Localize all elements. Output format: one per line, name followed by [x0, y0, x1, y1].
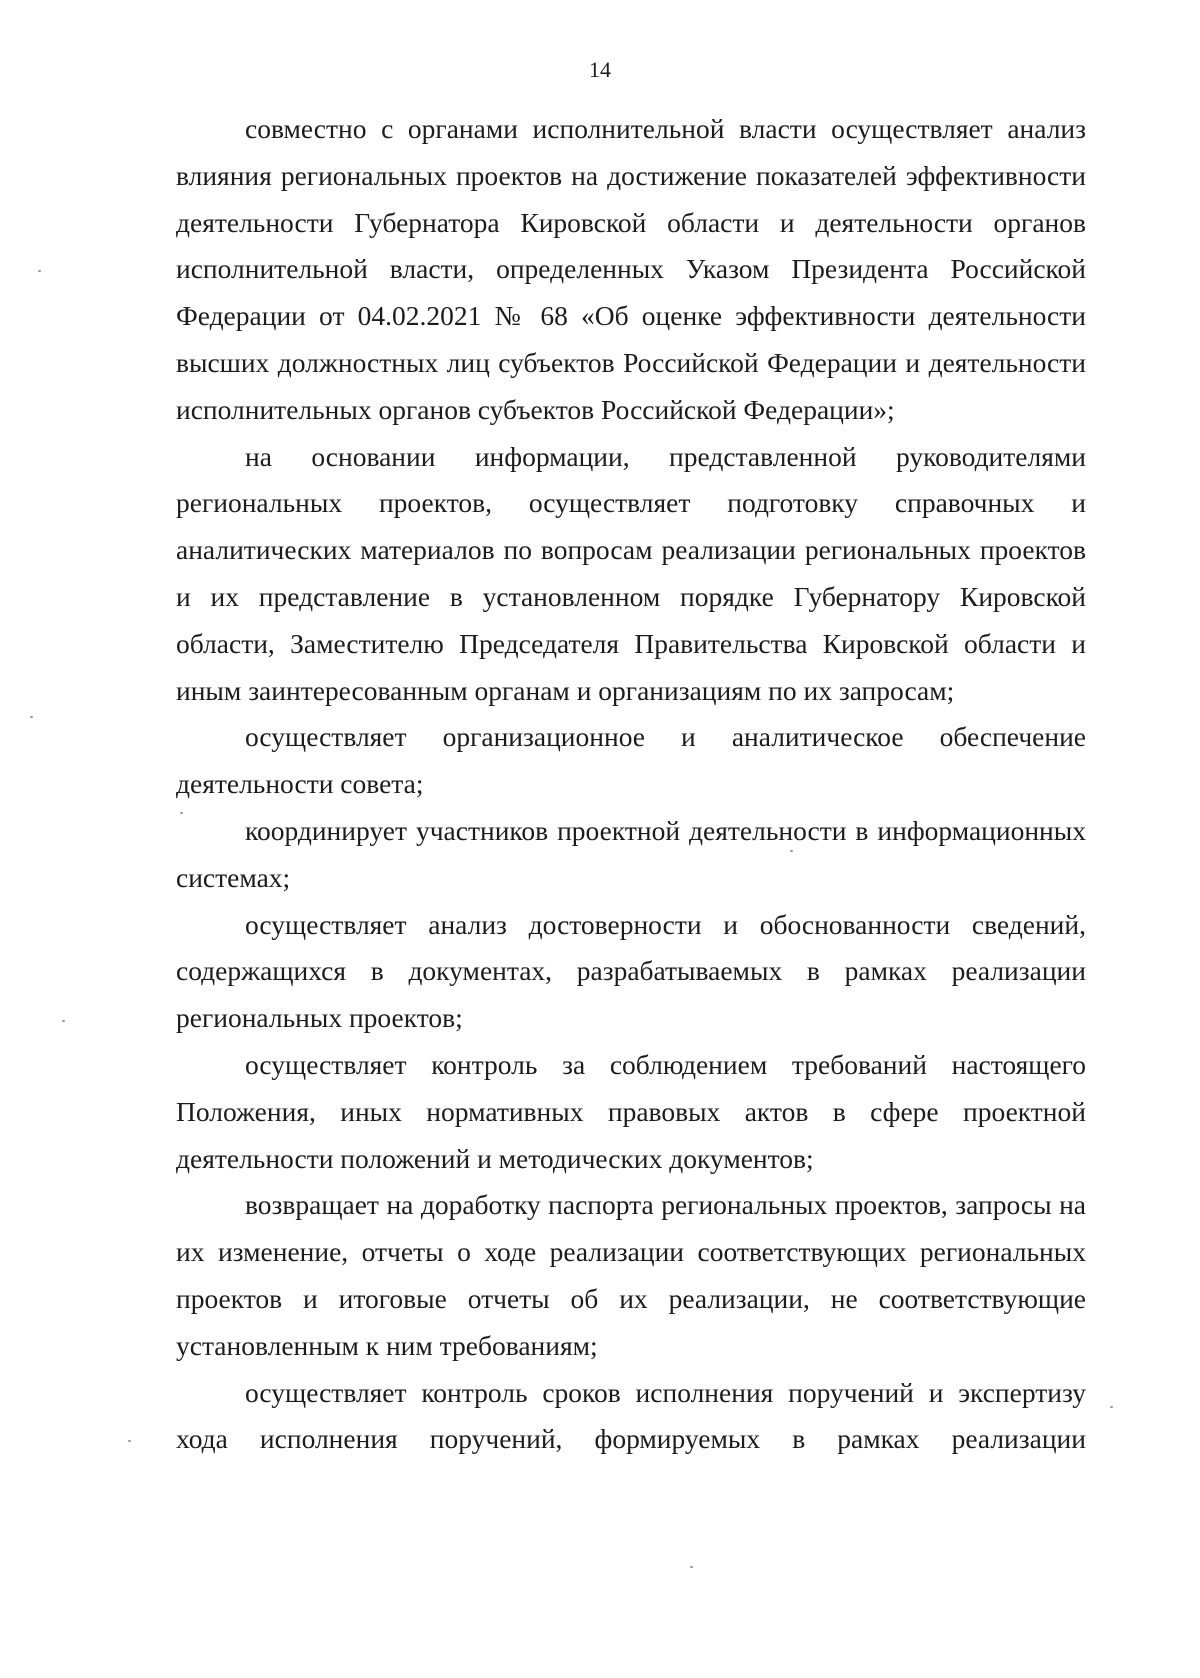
- document-body: [176, 106, 1086, 1463]
- scan-speck: [30, 716, 33, 718]
- scan-speck: [62, 1020, 65, 1022]
- scan-speck: [180, 812, 183, 814]
- page-number: 14: [589, 57, 611, 82]
- paragraph-6: осуществляет контроль за соблюдением требований настоящего Положения, иных нормативных правовых актов в сфере проектной деятельности положений и методических документов;: [176, 1048, 1086, 1174]
- scan-speck: [1110, 1406, 1113, 1408]
- scan-speck: [690, 1566, 693, 1568]
- scan-speck: [790, 850, 793, 852]
- paragraph-4: координирует участников проектной деятельности в информационных системах;: [176, 814, 1086, 893]
- paragraph-7: возвращает на доработку паспорта региональных проектов, запросы на их изменение, отчеты о ходе реализации соответствующих региональных проектов и итоговые отчеты об их реализации, не соответствующие установленным к ним требованиям;: [176, 1189, 1086, 1361]
- paragraph-2: на основании информации, представленной руководителями региональных проектов, осуществляет подготовку справочных и аналитических материалов по вопросам реализации региональных проектов и их представление в установленном порядке Губернатору Кировской области, Заместителю Председателя Правительства Кировской области и иным заинтересованным органам и организациям по их запросам;: [176, 440, 1086, 706]
- paragraph-1: совместно с органами исполнительной власти осуществляет анализ влияния региональных проектов на достижение показателей эффективности деятельности Губернатора Кировской области и деятельности органов исполнительной власти, определенных Указом Президента Российской Федерации от 04.02.2021 № 68 «Об оценке эффективности деятельности высших должностных лиц субъектов Российской Федерации и деятельности исполнительных органов субъектов Российской Федерации»;: [176, 113, 1086, 425]
- paragraph-3: осуществляет организационное и аналитическое обеспечение деятельности совета;: [176, 721, 1086, 800]
- scan-speck: [128, 1440, 131, 1442]
- paragraph-8: осуществляет контроль сроков исполнения поручений и экспертизу хода исполнения поручений, формируемых в рамках реализации: [176, 1376, 1086, 1455]
- paragraph-5: осуществляет анализ достоверности и обоснованности сведений, содержащихся в документах, разрабатываемых в рамках реализации региональных проектов;: [176, 908, 1086, 1034]
- scan-speck: [38, 270, 41, 272]
